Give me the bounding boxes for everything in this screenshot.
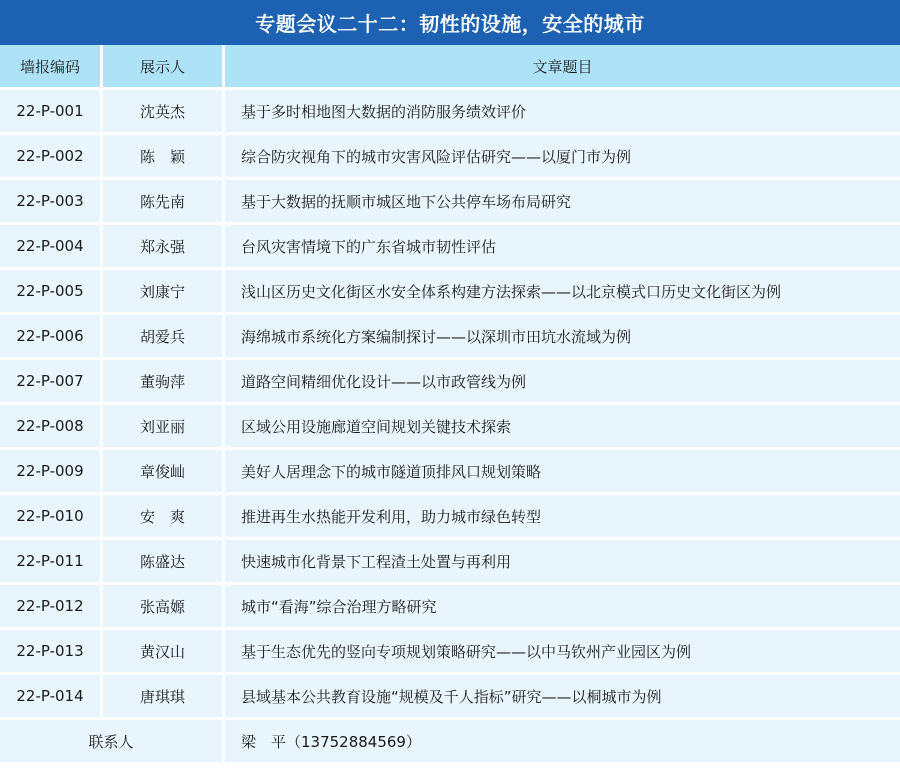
presenter-name: 安 爽 bbox=[103, 495, 225, 537]
presenter-name: 张高嫄 bbox=[103, 585, 225, 627]
presenter-name: 刘亚丽 bbox=[103, 405, 225, 447]
presenter-name: 唐琪琪 bbox=[103, 675, 225, 717]
poster-id: 22-P-002 bbox=[0, 135, 103, 177]
table-row bbox=[0, 360, 900, 405]
header-presenter: 展示人 bbox=[103, 45, 225, 87]
poster-id: 22-P-012 bbox=[0, 585, 103, 627]
paper-title: 综合防灾视角下的城市灾害风险评估研究——以厦门市为例 bbox=[225, 135, 900, 177]
paper-title: 城市“看海”综合治理方略研究 bbox=[225, 585, 900, 627]
poster-id: 22-P-014 bbox=[0, 675, 103, 717]
table-row bbox=[0, 450, 900, 495]
poster-table bbox=[0, 45, 900, 765]
table-header-row bbox=[0, 45, 900, 90]
paper-title: 浅山区历史文化街区水安全体系构建方法探索——以北京模式口历史文化街区为例 bbox=[225, 270, 900, 312]
table-row bbox=[0, 405, 900, 450]
contact-label: 联系人 bbox=[0, 720, 225, 762]
poster-id: 22-P-005 bbox=[0, 270, 103, 312]
table-row bbox=[0, 315, 900, 360]
table-row bbox=[0, 630, 900, 675]
poster-id: 22-P-001 bbox=[0, 90, 103, 132]
presenter-name: 刘康宁 bbox=[103, 270, 225, 312]
table-row bbox=[0, 225, 900, 270]
presenter-name: 郑永强 bbox=[103, 225, 225, 267]
table-row bbox=[0, 675, 900, 720]
paper-title: 基于多时相地图大数据的消防服务绩效评价 bbox=[225, 90, 900, 132]
presenter-name: 陈 颖 bbox=[103, 135, 225, 177]
paper-title: 基于大数据的抚顺市城区地下公共停车场布局研究 bbox=[225, 180, 900, 222]
table-row bbox=[0, 270, 900, 315]
header-paper-title: 文章题目 bbox=[225, 45, 900, 87]
presenter-name: 董驹萍 bbox=[103, 360, 225, 402]
table-row bbox=[0, 495, 900, 540]
table-row bbox=[0, 180, 900, 225]
poster-id: 22-P-004 bbox=[0, 225, 103, 267]
poster-id: 22-P-006 bbox=[0, 315, 103, 357]
table-row bbox=[0, 540, 900, 585]
paper-title: 区域公用设施廊道空间规划关键技术探索 bbox=[225, 405, 900, 447]
poster-id: 22-P-007 bbox=[0, 360, 103, 402]
paper-title: 县域基本公共教育设施“规模及千人指标”研究——以桐城市为例 bbox=[225, 675, 900, 717]
contact-value: 梁 平（13752884569） bbox=[225, 720, 900, 762]
paper-title: 台风灾害情境下的广东省城市韧性评估 bbox=[225, 225, 900, 267]
presenter-name: 陈先南 bbox=[103, 180, 225, 222]
session-title: 专题会议二十二：韧性的设施，安全的城市 bbox=[0, 0, 900, 45]
paper-title: 快速城市化背景下工程渣土处置与再利用 bbox=[225, 540, 900, 582]
presenter-name: 胡爱兵 bbox=[103, 315, 225, 357]
table-row bbox=[0, 585, 900, 630]
poster-id: 22-P-003 bbox=[0, 180, 103, 222]
paper-title: 道路空间精细优化设计——以市政管线为例 bbox=[225, 360, 900, 402]
presenter-name: 章俊屾 bbox=[103, 450, 225, 492]
table-body bbox=[0, 90, 900, 720]
poster-id: 22-P-013 bbox=[0, 630, 103, 672]
paper-title: 基于生态优先的竖向专项规划策略研究——以中马钦州产业园区为例 bbox=[225, 630, 900, 672]
header-id: 墙报编码 bbox=[0, 45, 103, 87]
poster-id: 22-P-009 bbox=[0, 450, 103, 492]
poster-id: 22-P-011 bbox=[0, 540, 103, 582]
contact-row bbox=[0, 720, 900, 765]
table-row bbox=[0, 90, 900, 135]
presenter-name: 黄汉山 bbox=[103, 630, 225, 672]
paper-title: 推进再生水热能开发利用，助力城市绿色转型 bbox=[225, 495, 900, 537]
poster-id: 22-P-008 bbox=[0, 405, 103, 447]
presenter-name: 沈英杰 bbox=[103, 90, 225, 132]
paper-title: 美好人居理念下的城市隧道顶排风口规划策略 bbox=[225, 450, 900, 492]
presenter-name: 陈盛达 bbox=[103, 540, 225, 582]
table-row bbox=[0, 135, 900, 180]
poster-id: 22-P-010 bbox=[0, 495, 103, 537]
paper-title: 海绵城市系统化方案编制探讨——以深圳市田坑水流域为例 bbox=[225, 315, 900, 357]
